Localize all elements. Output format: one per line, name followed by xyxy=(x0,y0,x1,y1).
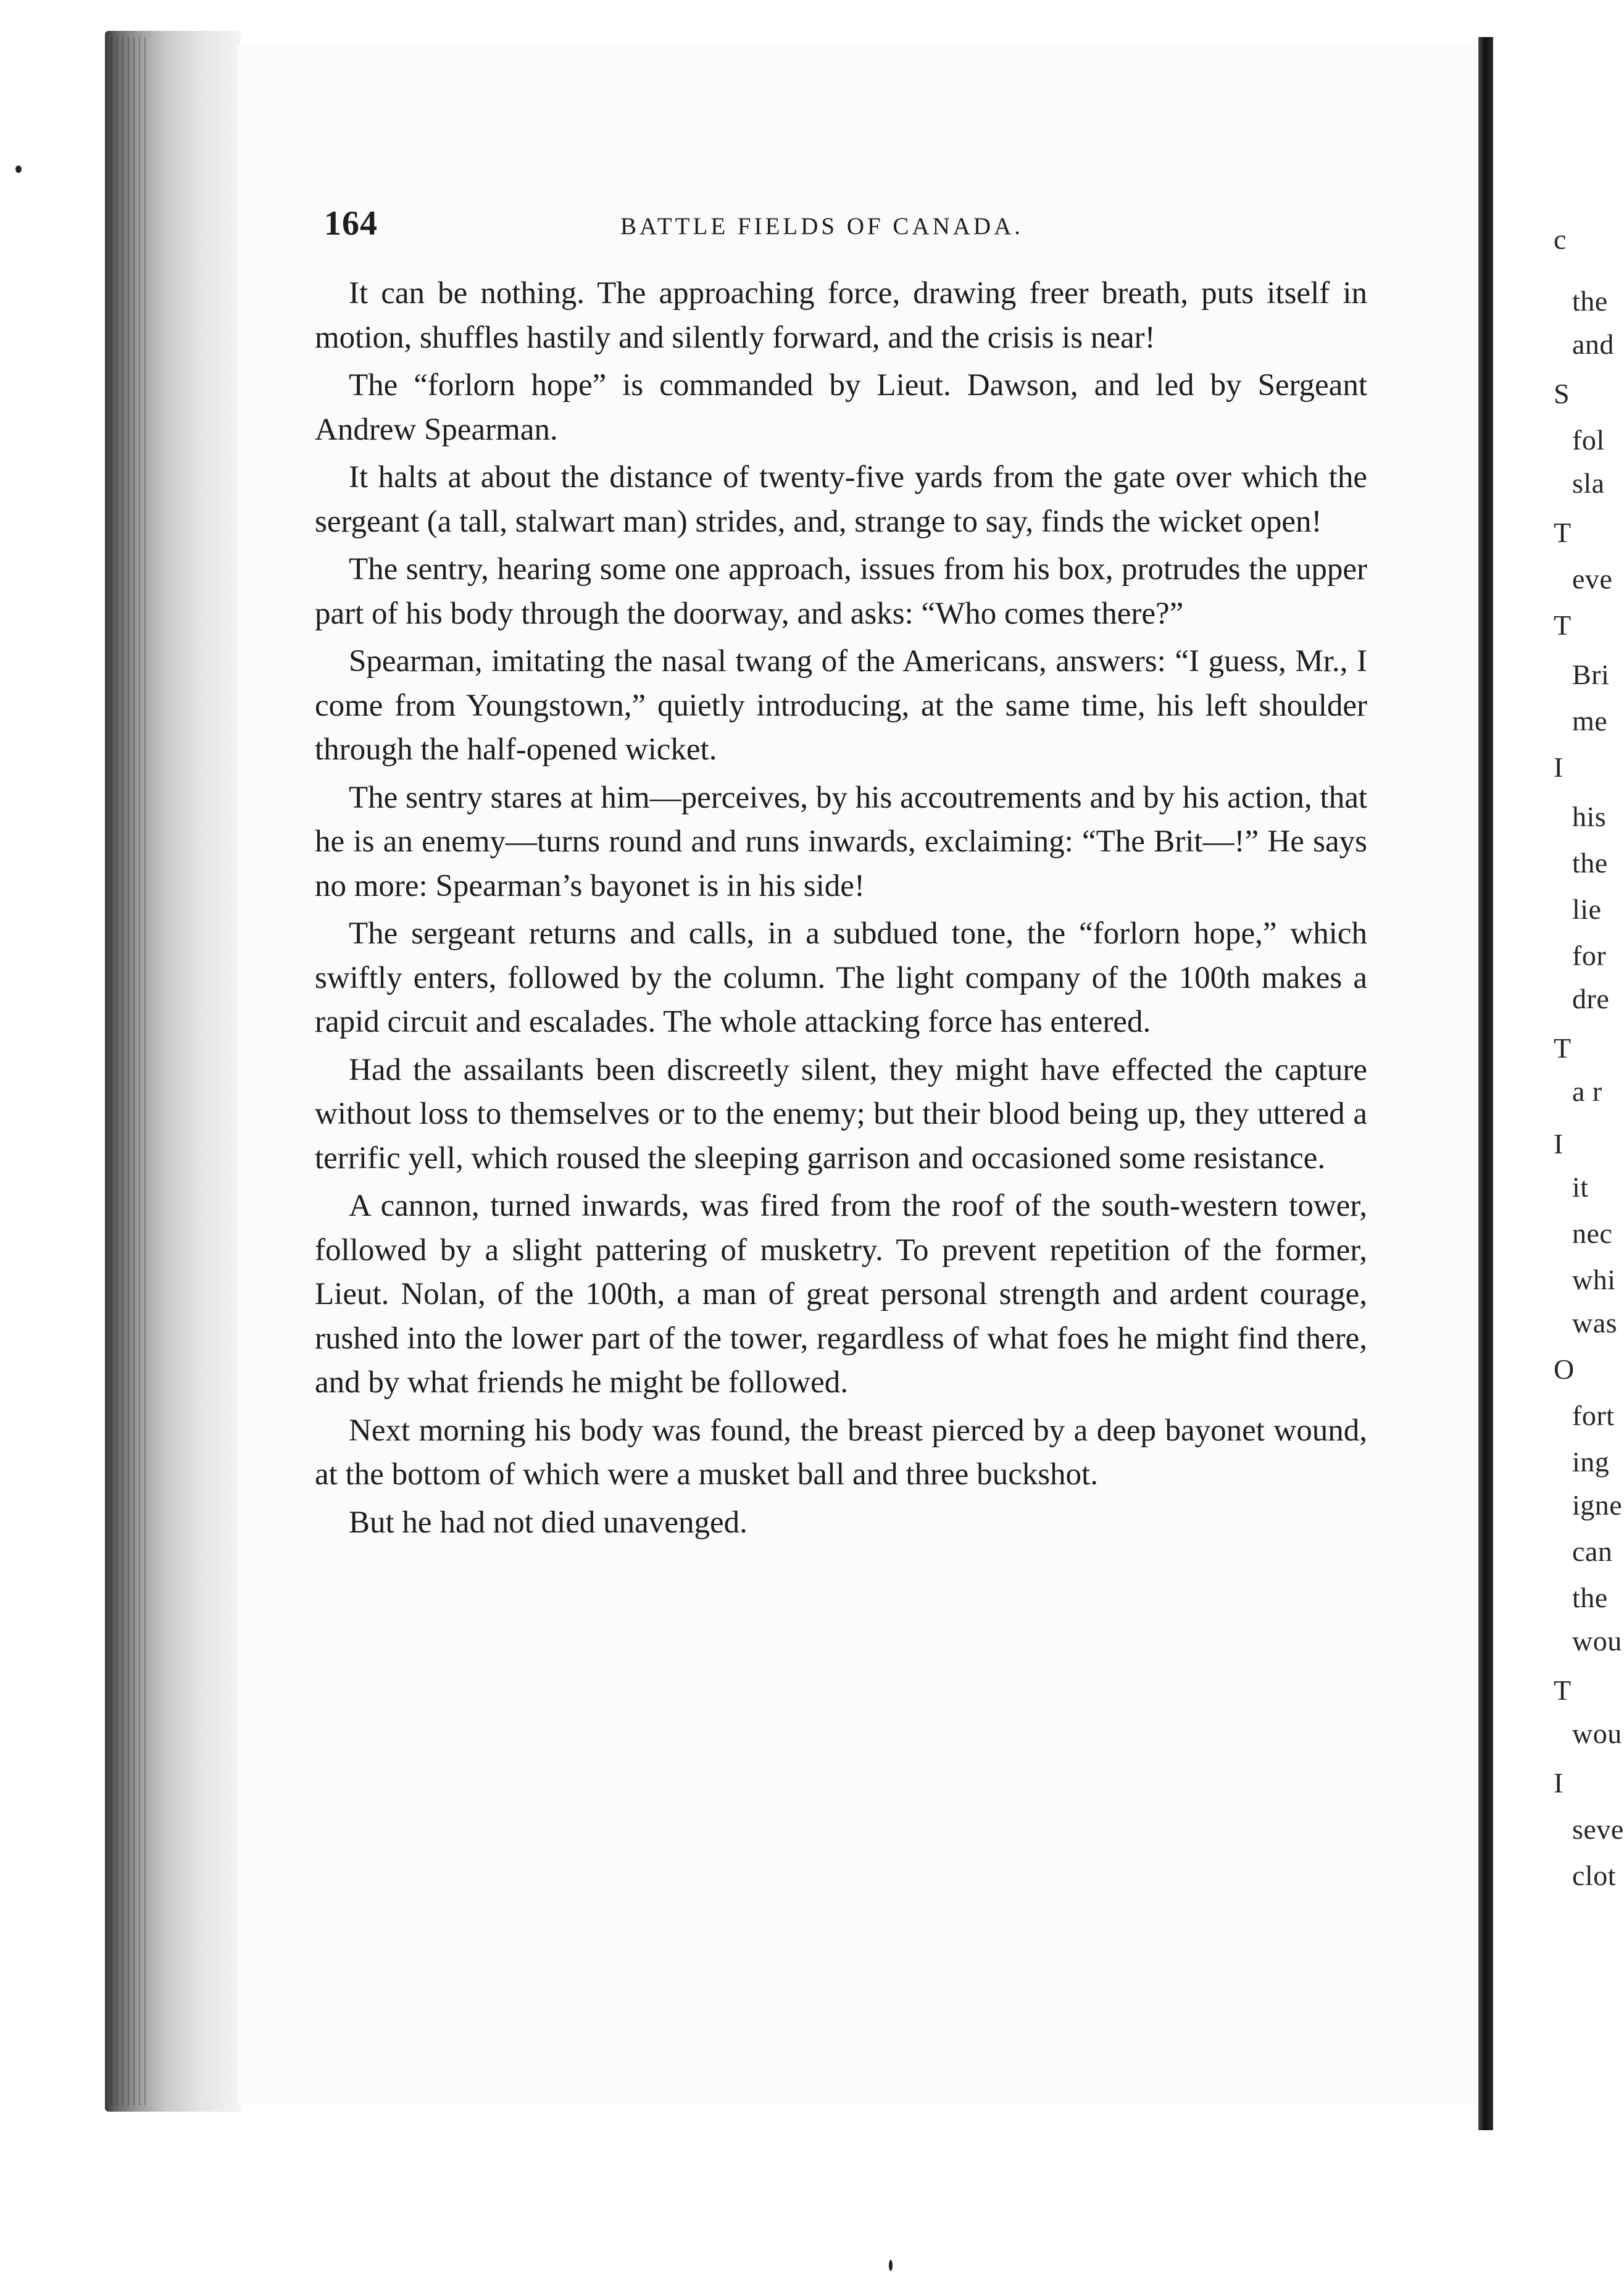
facing-page-fragment: dre xyxy=(1572,983,1610,1014)
facing-page-fragment: I xyxy=(1554,751,1564,783)
paragraph: But he had not died unavenged. xyxy=(349,1505,747,1540)
facing-page-fragment: O xyxy=(1554,1353,1575,1385)
paragraph: The sentry, hearing some one approach, issues from his box, protrudes the upper part of his body through the doorway, and asks: “Who comes there?” xyxy=(315,552,1367,631)
facing-page-fragment: for xyxy=(1572,940,1607,971)
facing-page-fragment: and xyxy=(1572,328,1614,360)
scan-speck xyxy=(889,2260,893,2271)
facing-page-fragment: T xyxy=(1554,609,1572,641)
facing-page-fragment: the xyxy=(1572,1582,1608,1613)
page-header xyxy=(324,204,1201,253)
facing-page-fragment: lie xyxy=(1572,893,1602,925)
facing-page-fragment: T xyxy=(1554,1674,1572,1706)
facing-page-fragment: Bri xyxy=(1572,659,1610,690)
body-text xyxy=(315,272,1367,1549)
paragraph: Spearman, imitating the nasal twang of the Americans, answers: “I guess, Mr., I come from Youngstown,” quietly introducing, at the same time, his left shoulder through the half-opened wicket. xyxy=(315,644,1367,767)
facing-page-fragment: T xyxy=(1554,517,1572,548)
facing-page-fragment: whi xyxy=(1572,1264,1616,1295)
facing-page-fragment: S xyxy=(1554,378,1570,409)
paragraph: Next morning his body was found, the breast pierced by a deep bayonet wound, at the bottom of which were a musket ball and three buckshot. xyxy=(315,1413,1367,1492)
facing-page-fragment: me xyxy=(1572,705,1608,737)
facing-page-fragment: fol xyxy=(1572,424,1605,456)
facing-page-fragment: seve xyxy=(1572,1813,1624,1845)
paragraph: The sentry stares at him—perceives, by his accoutrements and by his action, that he is an enemy—turns round and runs inwards, exclaiming: “The Brit—!” He says no more: Spearman’s bayonet is in his side! xyxy=(315,780,1367,903)
facing-page-fragment: a r xyxy=(1572,1076,1602,1107)
facing-page-fragment: wou xyxy=(1572,1718,1622,1749)
paragraph: It halts at about the distance of twenty-five yards from the gate over which the sergeant (a tall, stalwart man) strides, and, strange to say, finds the wicket open! xyxy=(315,460,1367,539)
facing-page-fragment: I xyxy=(1554,1128,1564,1160)
facing-page-fragment: was xyxy=(1572,1307,1618,1339)
facing-page-right xyxy=(1493,49,1624,2112)
paragraph: The “forlorn hope” is commanded by Lieut. Dawson, and led by Sergeant Andrew Spearman. xyxy=(315,368,1367,447)
book-page-stack xyxy=(111,37,148,2105)
facing-page-fragment: eve xyxy=(1572,563,1613,595)
scan-speck xyxy=(15,165,22,173)
facing-page-fragment: the xyxy=(1572,285,1608,317)
facing-page-fragment: ing xyxy=(1572,1446,1610,1478)
paragraph: A cannon, turned inwards, was fired from the roof of the south-western tower, followed by a slight pattering of musketry. To prevent repetition of the former, Lieut. Nolan, of the 100th, a man of great personal strength and ardent courage, rushed into the lower part of the tower, regardless of what foes he might find there, and by what friends he might be followed. xyxy=(315,1189,1367,1400)
facing-page-fragment: can xyxy=(1572,1536,1613,1567)
facing-page-fragment: T xyxy=(1554,1032,1572,1064)
facing-page-fragment: sla xyxy=(1572,467,1605,499)
paragraph: Had the assailants been discreetly silent, they might have effected the capture without loss to themselves or to the enemy; but their blood being up, they uttered a terrific yell, which roused the sleeping garrison and occasioned some resistance. xyxy=(315,1052,1367,1176)
running-title: BATTLE FIELDS OF CANADA. xyxy=(620,213,1024,240)
facing-page-fragment: his xyxy=(1572,801,1607,832)
facing-page-fragment: igne xyxy=(1572,1489,1623,1521)
facing-page-fragment: I xyxy=(1554,1767,1564,1799)
paragraph: It can be nothing. The approaching force, drawing freer breath, puts itself in motion, shuffles hastily and silently forward, and the crisis is near! xyxy=(315,276,1367,355)
facing-page-fragment: fort xyxy=(1572,1400,1615,1431)
facing-page-fragment: it xyxy=(1572,1171,1589,1203)
facing-page-fragment: wou xyxy=(1572,1625,1622,1657)
facing-page-fragment: the xyxy=(1572,847,1608,879)
facing-page-fragment: nec xyxy=(1572,1218,1613,1249)
facing-page-fragment: c xyxy=(1554,224,1567,255)
paragraph: The sergeant returns and calls, in a subdued tone, the “forlorn hope,” which swiftly enters, followed by the column. The light company of the 100th makes a rapid circuit and escalades. The whole attacking force has entered. xyxy=(315,916,1367,1039)
book-gutter xyxy=(1478,37,1493,2130)
page-number: 164 xyxy=(324,204,378,243)
facing-page-fragment: clot xyxy=(1572,1860,1616,1891)
